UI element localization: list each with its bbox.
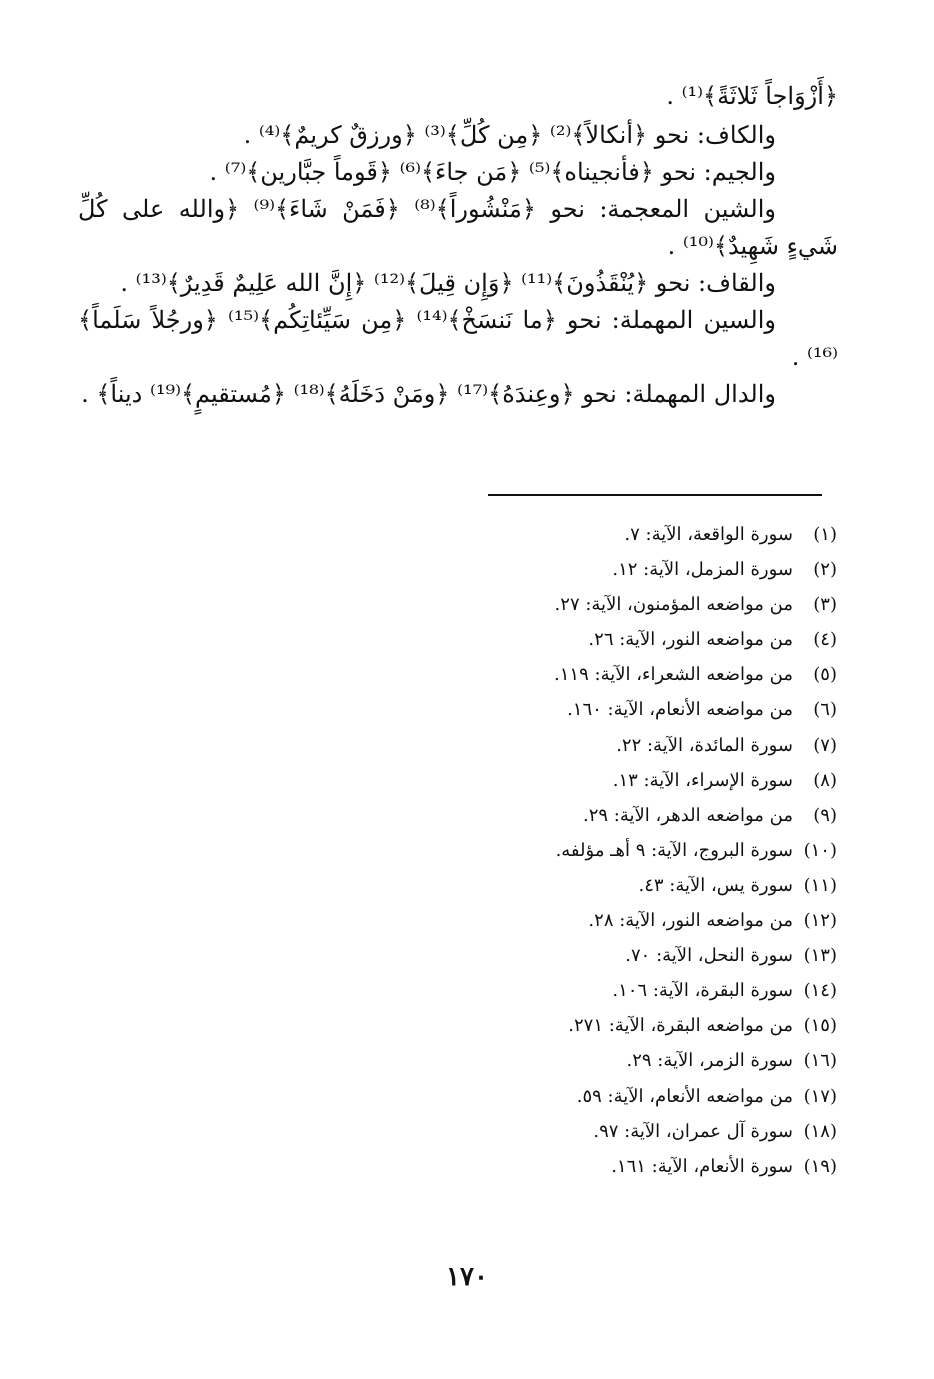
footnote-text: سورة المزمل، الآية: ١٢. <box>612 559 793 581</box>
footnote-text: سورة البروج، الآية: ٩ أهـ مؤلفه. <box>555 839 793 861</box>
footnote-number: (١٤) <box>803 980 837 1002</box>
main-text <box>78 78 838 413</box>
paragraph-kaf: والكاف: نحو ﴿أنكالاً﴾⁽²⁾ ﴿مِن كُلِّ﴾⁽³⁾ ﴿ورزقٌ كريمٌ﴾⁽⁴⁾ . <box>243 121 776 149</box>
footnote-number: (٦) <box>813 699 837 721</box>
footnote-item <box>417 973 837 1008</box>
footnote-number: (١٣) <box>803 945 837 967</box>
footnote-number: (١٢) <box>803 910 837 932</box>
footnote-item <box>417 587 837 622</box>
footnote-text: سورة آل عمران، الآية: ٩٧. <box>593 1120 793 1142</box>
footnote-item <box>417 728 837 763</box>
footnote-number: (١) <box>813 524 837 545</box>
paragraph-continuation: ﴿أَزْوَاجاً ثَلاثَةً﴾⁽¹⁾ . <box>666 82 838 110</box>
footnote-item <box>417 692 837 727</box>
footnote-text: سورة الواقعة، الآية: ٧. <box>624 524 793 545</box>
footnotes-list <box>417 517 837 1184</box>
paragraph-shin: والشين المعجمة: نحو ﴿مَنْشُوراً﴾⁽⁸⁾ ﴿فَمَنْ شَاءَ﴾⁽⁹⁾ ﴿والله على كُلِّ شَيءٍ شَهِيدٌ﴾⁽¹⁰⁾ . <box>78 195 838 260</box>
paragraph-dal: والدال المهملة: نحو ﴿وعِندَهُ﴾⁽¹⁷⁾ ﴿ومَنْ دَخَلَهُ﴾⁽¹⁸⁾ ﴿مُستقيمٍ﴾⁽¹⁹⁾ ديناً﴾ . <box>81 380 776 408</box>
footnote-item <box>417 1079 837 1114</box>
footnote-number: (٣) <box>813 594 837 616</box>
footnote-item <box>417 938 837 973</box>
footnote-text: من مواضعه الأنعام، الآية: ١٦٠. <box>567 699 793 721</box>
footnote-number: (٩) <box>813 804 837 826</box>
footnote-number: (٤) <box>813 629 837 651</box>
footnote-item <box>417 622 837 657</box>
paragraph-qaf: والقاف: نحو ﴿يُنْقَذُونَ﴾⁽¹¹⁾ ﴿وَإِن قِيلَ﴾⁽¹²⁾ ﴿إِنَّ الله عَلِيمٌ قَدِيرٌ﴾⁽¹³⁾ . <box>120 269 776 297</box>
footnote-number: (١٧) <box>803 1085 837 1107</box>
footnote-number: (١٩) <box>803 1155 837 1177</box>
footnote-item <box>417 833 837 868</box>
footnote-number: (١٠) <box>803 839 837 861</box>
footnote-text: من مواضعه الأنعام، الآية: ٥٩. <box>576 1085 793 1107</box>
footnote-number: (١٦) <box>803 1050 837 1072</box>
footnote-number: (٥) <box>813 664 837 686</box>
footnote-item <box>417 517 837 552</box>
footnote-item <box>417 1043 837 1078</box>
footnote-item <box>417 1114 837 1149</box>
footnote-text: من مواضعه النور، الآية: ٢٦. <box>588 629 793 651</box>
footnote-text: من مواضعه الدهر، الآية: ٢٩. <box>582 804 793 826</box>
footnote-item <box>417 903 837 938</box>
footnote-item <box>417 1149 837 1184</box>
footnote-item <box>417 868 837 903</box>
footnote-number: (١٥) <box>803 1015 837 1037</box>
footnote-item <box>417 1008 837 1043</box>
footnote-item <box>417 552 837 587</box>
footnote-number: (٨) <box>813 769 837 791</box>
footnote-number: (٧) <box>813 734 837 756</box>
footnote-text: من مواضعه البقرة، الآية: ٢٧١. <box>568 1015 793 1037</box>
footnote-number: (١١) <box>803 874 837 896</box>
footnote-text: سورة يس، الآية: ٤٣. <box>638 874 793 896</box>
paragraph-sin: والسين المهملة: نحو ﴿ما نَنسَخْ﴾⁽¹⁴⁾ ﴿مِن سَيِّئاتِكُم﴾⁽¹⁵⁾ ﴿ورجُلاً سَلَماً﴾⁽¹⁶⁾ . <box>78 306 838 371</box>
footnote-text: سورة الإسراء، الآية: ١٣. <box>612 769 793 791</box>
footnote-text: سورة النحل، الآية: ٧٠. <box>625 945 793 967</box>
footnote-text: من مواضعه المؤمنون، الآية: ٢٧. <box>554 594 793 616</box>
footnote-text: من مواضعه الشعراء، الآية: ١١٩. <box>554 664 793 686</box>
paragraph-jim: والجيم: نحو ﴿فأنجيناه﴾⁽⁵⁾ ﴿مَن جاءَ﴾⁽⁶⁾ ﴿قَوماً جبَّارين﴾⁽⁷⁾ . <box>209 158 776 186</box>
footnote-text: سورة المائدة، الآية: ٢٢. <box>616 734 793 756</box>
footnote-item <box>417 657 837 692</box>
footnote-item <box>417 798 837 833</box>
footnote-separator <box>488 494 822 496</box>
page-number: ١٧٠ <box>446 1262 488 1292</box>
footnote-number: (١٨) <box>803 1120 837 1142</box>
footnote-text: من مواضعه النور، الآية: ٢٨. <box>588 910 793 932</box>
footnote-text: سورة الأنعام، الآية: ١٦١. <box>611 1155 793 1177</box>
footnote-text: سورة الزمر، الآية: ٢٩. <box>626 1050 793 1072</box>
footnote-number: (٢) <box>813 559 837 581</box>
footnote-text: سورة البقرة، الآية: ١٠٦. <box>612 980 793 1002</box>
footnote-item <box>417 763 837 798</box>
